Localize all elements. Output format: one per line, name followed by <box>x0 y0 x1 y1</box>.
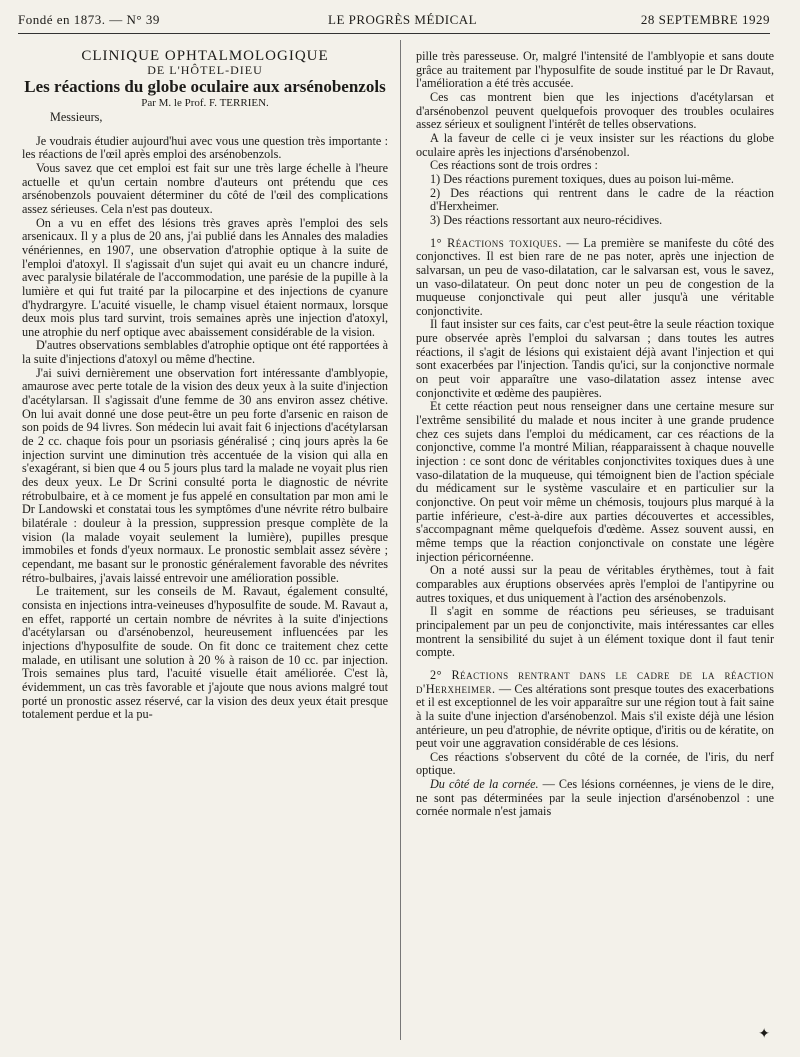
cornea-paragraph <box>416 778 774 819</box>
reaction-list <box>416 173 774 228</box>
article-title: Les réactions du globe oculaire aux arsénobenzols <box>24 77 386 97</box>
left-column <box>22 50 388 722</box>
salutation: Messieurs, <box>50 109 103 124</box>
paragraph: Il faut insister sur ces faits, car c'est peut-être la seule réaction toxique pure observée après l'emploi du salvarsan ; dans toutes les autres réactions, il s'agit de lésions qui existaient déjà avant l'injection et qui sont exacerbées par l'injection. Tandis qu'ici, sur la conjonctive normale on peut voir apparaître une vaso-dilatation assez intense avec conjonctivite et œdème des paupières. <box>416 317 774 400</box>
paragraph: Ces cas montrent bien que les injections d'acétylarsan et d'arsénobenzol peuvent quelquefois provoquer des troubles oculaires assez sérieux et soulignent l'intérêt de telles observations. <box>416 89 774 132</box>
paragraph: Je voudrais étudier aujourd'hui avec vous une question très importante : les réactions de l'œil après emploi des arsénobenzols. <box>22 133 388 162</box>
section-heading: CLINIQUE OPHTALMOLOGIQUE <box>81 48 329 64</box>
list-item: 1) Des réactions purement toxiques, dues au poison lui-même. <box>430 171 734 186</box>
paragraph: pille très paresseuse. Or, malgré l'intensité de l'amblyopie et sans doute grâce au traitement par l'hyposulfite de soude institué par le Dr Ravaut, l'amélioration a été très accusée. <box>416 49 774 91</box>
right-column <box>416 50 774 819</box>
paragraph: On a vu en effet des lésions très graves après l'emploi des sels arsenicaux. Il y a plus de 20 ans, j'ai publié dans les Annales des maladies vénériennes, en 1907, une observation d'atrophie optique à la suite de l'emploi d'atoxyl. Il s'agissait d'un sujet qui avait eu un chancre induré, avec paralysie bilatérale de l'accommodation, une parésie de la pupille à la lumière et qui fut traité par la pilocarpine et des injections de cyanure d'hydrargyre. L'acuité visuelle, le champ visuel étaient normaux, lorsque deux mois plus tard survint, trois semaines après une injection d'atoxyl, une atrophie du nerf optique avec abaissement considérable de la vision. <box>22 215 388 339</box>
running-head <box>18 12 770 34</box>
paragraph: Ces réactions sont de trois ordres : <box>430 158 598 173</box>
list-item: 2) Des réactions qui rentrent dans le cadre de la réaction d'Herxheimer. <box>430 185 774 214</box>
paragraph: Le traitement, sur les conseils de M. Ravaut, également consulté, consista en injections intra-veineuses d'hyposulfite de soude. M. Ravaut a, en effet, rapporté un certain nombre de névrites à la suite d'injections d'acétylarsan ou d'arsénobenzol, heureusement influencées par les injections d'hyposulfite de soude. On fit donc ce traitement chez cette malade, en utilisant une solution à 20 % à raison de 10 cc. par injection. Trois semaines plus tard, l'acuité visuelle était améliorée. C'est là, évidemment, un cas très favorable et j'ajoute que nous avions malgré tout porté un pronostic assez réservé, car la vision des deux yeux était presque totalement perdue et la pu- <box>22 584 388 722</box>
paragraph: D'autres observations semblables d'atrophie optique ont été rapportées à la suite d'injections d'atoxyl ou même d'hectine. <box>22 338 388 367</box>
paragraph: On a noté aussi sur la peau de véritables érythèmes, tout à fait comparables aux éruptions observées après l'emploi de l'antipyrine ou autres toxiques, et dus uniquement à l'action des arsénobenzols. <box>416 563 774 605</box>
paragraph: Vous savez que cet emploi est fait sur une très large échelle à l'heure actuelle et qu'un certain nombre d'auteurs ont prétendu que ces arsénobenzols pouvaient déterminer du côté de l'œil des complications assez sérieuses. Cela n'est pas douteux. <box>22 160 388 216</box>
cornea-text: — Ces lésions cornéennes, je viens de le dire, ne sont pas déterminées par la seule injection d'arsénobenzol : une cornée normale n'est jamais <box>416 777 774 819</box>
paragraph: A la faveur de celle ci je veux insister sur les réactions du globe oculaire après les injections d'arsénobenzol. <box>416 130 774 159</box>
cornea-heading: Du côté de la cornée. <box>430 777 539 792</box>
issue-date: 28 SEPTEMBRE 1929 <box>640 12 770 27</box>
paragraph: Ces réactions s'observent du côté de la cornée, de l'iris, du nerf optique. <box>416 749 774 778</box>
herxheimer-heading: 2° Réactions rentrant dans le cadre de la réaction d'Herxheimer. <box>416 667 774 696</box>
paragraph: Et cette réaction peut nous renseigner dans une certaine mesure sur l'extrême sensibilité du malade et nous inciter à une grande prudence chez ces sujets dans l'emploi du médicament, car ces réactions de la conjonctive, comme l'a montré Milian, réapparaissent à chaque nouvelle injection : ce sont donc de véritables conjonctivites toxiques dues à une vaso-dilatation de la muqueuse, qui témoignent bien de l'action spéciale du médicament sur le système vasculaire et en particulier sur la conjonctive. On peut voir même un chémosis, toujours plus marqué à la partie inférieure, c'est-à-dire aux parties découvertes et accessibles, s'accompagnant même quelquefois d'œdème. Assez souvent aussi, en même temps que la réaction conjonctivale on constate une légère injection péricornéenne. <box>416 399 774 564</box>
founding-note: Fondé en 1873. — N° 39 <box>18 12 160 27</box>
herxheimer-paragraph <box>416 669 774 751</box>
journal-name: LE PROGRÈS MÉDICAL <box>328 12 478 27</box>
toxic-reactions-text: — La première se manifeste du côté des conjonctives. Il est bien rare de ne pas noter, après une injection de salvarsan, un peu de vaso-dilatation, car le salvarsan est, vous le savez, un vaso-dilatateur. On peut donc noter un peu de congestion de la muqueuse conjonctivale qui peut aller jusqu'à une véritable conjonctivite. <box>416 235 774 318</box>
toxic-reactions-paragraph <box>416 237 774 319</box>
herxheimer-text: — Ces altérations sont presque toutes des exacerbations et il est exceptionnel de les voir apparaître sur une région tout à fait saine à la suite d'une injection d'arsénobenzol. Mais s'il existe déjà une lésion antérieure, un peu d'atrophie, de névrite optique, d'iritis ou de kératite, on peut voir une aggravation considérable de ces lésions. <box>416 681 774 751</box>
paragraph: Il s'agit en somme de réactions peu sérieuses, se traduisant principalement par un peu de conjonctivite, mais intéressantes car elles montrent la sensibilité du sujet à un élément toxique dont il faut tenir compte. <box>416 604 774 660</box>
paragraph: J'ai suivi dernièrement une observation fort intéressante d'amblyopie, amaurose avec perte totale de la vision des deux yeux à la suite d'injection d'acétylarsan. Il s'agissait d'une femme de 30 ans environ assez chétive. On lui avait donné une dose peut-être un peu forte d'arsenic en raison de son poids de 94 livres. Son médecin lui avait fait 6 injections d'acétylarsan de 2 cc. chaque fois pour un psoriasis généralisé ; cinq jours après la 6e injection survint une diminution très accentuée de la vision qui alla en s'exagérant, si bien que 4 ou 5 jours plus tard la malade ne voyait plus rien des deux yeux. Le Dr Scrini consulté porta le diagnostic de névrite rétrobulbaire, et à ce moment je fus appelé en consultation par mon ami le Dr Landowski et constatai tous les symptômes d'une névrite rétro bulbaire bilatérale : douleur à la pression, suppression presque complète de la vision (la malade voyait seulement la lumière), pupilles presque immobiles et fonds d'yeux normaux. Le pronostic semblait assez sévère ; cependant, me basant sur le pronostic généralement favorable des névrites rétro-bulbaires, j'avais laissé entrevoir une amélioration possible. <box>22 365 388 585</box>
header-rule <box>18 33 770 34</box>
toxic-reactions-heading: 1° Réactions toxiques. <box>430 235 562 250</box>
list-item: 3) Des réactions ressortant aux neuro-récidives. <box>430 212 663 227</box>
ornament-icon: ✦ <box>758 1027 770 1042</box>
subsection-heading: DE L'HÔTEL-DIEU <box>147 62 263 77</box>
column-divider <box>400 40 401 1040</box>
byline: Par M. le Prof. F. TERRIEN. <box>141 97 269 110</box>
